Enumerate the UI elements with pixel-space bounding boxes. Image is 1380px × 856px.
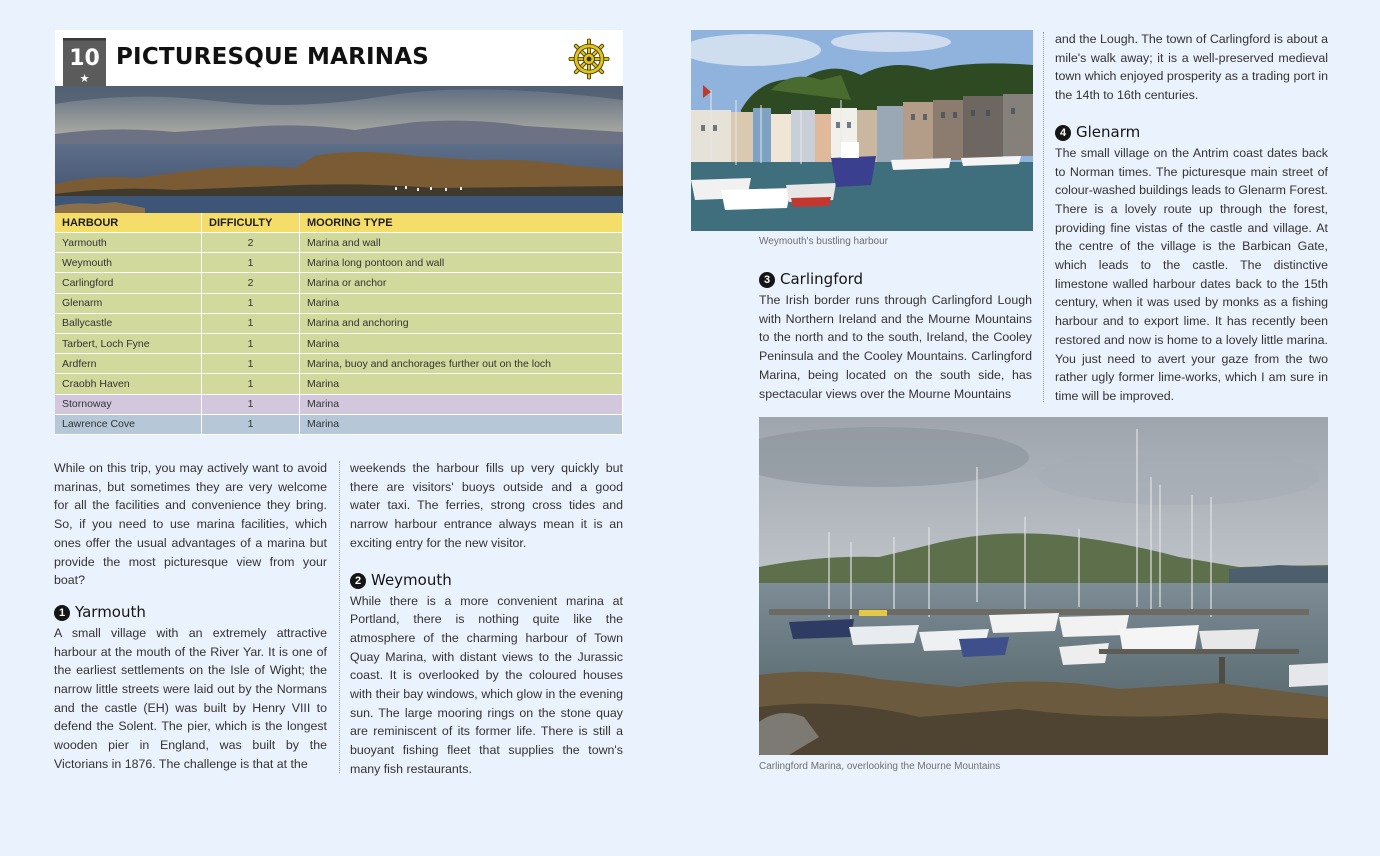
glenarm-paragraph: The small village on the Antrim coast dates back to Norman times. The picturesque main street of colour-washed buildings leads to Glenarm Forest. There is a lovely route up through the forest, providing fine vistas of the castle and village. At the centre of the village is the Barbican Gate, which leads to the castle. The distinctive limestone walled harbour dates back to the 15th century, when it was used by monks as a fishing harbour and to export lime. It has recently been restored and now is home to a lovely little marina. You just need to avert your gaze from the two rather ugly former lime-works, which I am sure in time will be improved.: [1055, 145, 1328, 403]
table-row: [55, 354, 623, 374]
weymouth-photo-caption: Weymouth's bustling harbour: [759, 236, 889, 247]
right-text-column-2: [1055, 30, 1328, 406]
weymouth-harbour-photo: [691, 30, 1033, 231]
cell-mooring: Marina: [300, 395, 623, 415]
carlingford-marina-photo: [759, 417, 1328, 755]
cell-mooring: Marina long pontoon and wall: [300, 253, 623, 273]
cell-mooring: Marina: [300, 294, 623, 314]
cell-difficulty: 1: [202, 253, 300, 273]
cell-harbour: Glenarm: [55, 294, 202, 314]
table-row: [55, 253, 623, 273]
intro-paragraph: While on this trip, you may actively want to avoid marinas, but sometimes they are very welcome for all the facilities and convenience they bring. So, if you need to use marina facilities, which ones offer the usual advantages of a marina but provide the most picturesque view from your boat?: [54, 461, 327, 588]
cell-harbour: Carlingford: [55, 273, 202, 293]
table-row: [55, 374, 623, 394]
table-row: [55, 273, 623, 293]
left-text-column-1: [54, 459, 327, 774]
section-number-badge: 4: [1055, 125, 1071, 141]
cell-difficulty: 1: [202, 294, 300, 314]
cell-mooring: Marina: [300, 415, 623, 435]
cell-mooring: Marina and wall: [300, 233, 623, 253]
left-text-column-2: [350, 459, 623, 779]
section-heading-glenarm: [1055, 122, 1328, 142]
cell-mooring: Marina, buoy and anchorages further out on the loch: [300, 354, 623, 374]
cell-harbour: Ardfern: [55, 354, 202, 374]
cell-harbour: Lawrence Cove: [55, 415, 202, 435]
section-title: Weymouth: [371, 570, 452, 589]
carlingford-photo-caption: Carlingford Marina, overlooking the Mourne Mountains: [759, 761, 1001, 772]
column-header-mooring-type: MOORING TYPE: [300, 213, 623, 233]
cell-harbour: Yarmouth: [55, 233, 202, 253]
weymouth-paragraph: While there is a more convenient marina at Portland, there is nothing quite like the atmosphere of the charming harbour of Town Quay Marina, with distant views to the Jurassic coast. It is overlooked by the coloured houses with their bay windows, which glow in the evening sun. The large mooring rings on the stone quay are reminiscent of its former life. There is still a buoyant fishing fleet that supplies the town's many fish restaurants.: [350, 593, 623, 776]
section-number-badge: 2: [350, 573, 366, 589]
section-heading-carlingford: [759, 269, 1032, 289]
cell-harbour: Weymouth: [55, 253, 202, 273]
cell-mooring: Marina: [300, 334, 623, 354]
column-header-harbour: HARBOUR: [55, 213, 202, 233]
table-row: [55, 233, 623, 253]
cell-harbour: Craobh Haven: [55, 374, 202, 394]
column-divider: [1043, 32, 1044, 402]
section-heading-yarmouth: [54, 602, 327, 622]
cell-difficulty: 1: [202, 354, 300, 374]
table-row: [55, 415, 623, 435]
column-header-difficulty: DIFFICULTY: [202, 213, 300, 233]
star-icon: ★: [79, 73, 90, 85]
table-row: [55, 395, 623, 415]
yarmouth-paragraph-continued: weekends the harbour fills up very quickly but there are visitors' buoys outside and a good water taxi. The ferries, strong cross tides and narrow harbour entrance always mean it is an exciting entry for the new visitor.: [350, 461, 623, 550]
table-row: [55, 314, 623, 334]
harbour-table: [55, 213, 623, 435]
cell-difficulty: 1: [202, 334, 300, 354]
ship-wheel-icon: [568, 38, 610, 80]
cell-difficulty: 1: [202, 314, 300, 334]
yarmouth-paragraph: A small village with an extremely attractive harbour at the mouth of the River Yar. It is one of the earliest settlements on the Isle of Wight; the narrow little streets were laid out by the Normans and the castle (EH) was built by Henry VIII to defend the Solent. The pier, which is the longest wooden pier in England, was built by the Victorians in 1876. The challenge is that at the: [54, 625, 327, 771]
cell-difficulty: 1: [202, 395, 300, 415]
cell-mooring: Marina and anchoring: [300, 314, 623, 334]
page-title: PICTURESQUE MARINAS: [116, 44, 429, 70]
right-text-column-1: [759, 269, 1032, 403]
cell-harbour: Stornoway: [55, 395, 202, 415]
column-divider: [339, 461, 340, 773]
cell-harbour: Tarbert, Loch Fyne: [55, 334, 202, 354]
cell-difficulty: 1: [202, 374, 300, 394]
section-title: Carlingford: [780, 270, 864, 288]
section-number-badge: 3: [759, 272, 775, 288]
table-row: [55, 334, 623, 354]
carlingford-paragraph: The Irish border runs through Carlingford Lough with Northern Ireland and the Mourne Mountains to the north and to the south, Ireland, the Cooley Peninsula and the Cooley Mountains. Carlingford Marina, being located on the south side, has spectacular views over the Mourne Mountains: [759, 293, 1032, 401]
cell-difficulty: 2: [202, 273, 300, 293]
table-header-row: [55, 213, 623, 233]
chapter-number: 10: [69, 46, 100, 71]
cell-difficulty: 2: [202, 233, 300, 253]
section-title: Yarmouth: [75, 602, 146, 621]
section-heading-weymouth: [350, 570, 623, 590]
carlingford-paragraph-continued: and the Lough. The town of Carlingford is about a mile's walk away; it is a well-preserved medieval town which enjoyed prosperity as a trading port in the 14th to 16th centuries.: [1055, 32, 1328, 103]
cell-difficulty: 1: [202, 415, 300, 435]
table-row: [55, 294, 623, 314]
cell-mooring: Marina: [300, 374, 623, 394]
cell-harbour: Ballycastle: [55, 314, 202, 334]
cell-mooring: Marina or anchor: [300, 273, 623, 293]
hero-landscape-image: [55, 86, 623, 213]
section-number-badge: 1: [54, 605, 70, 621]
section-title: Glenarm: [1076, 122, 1141, 141]
